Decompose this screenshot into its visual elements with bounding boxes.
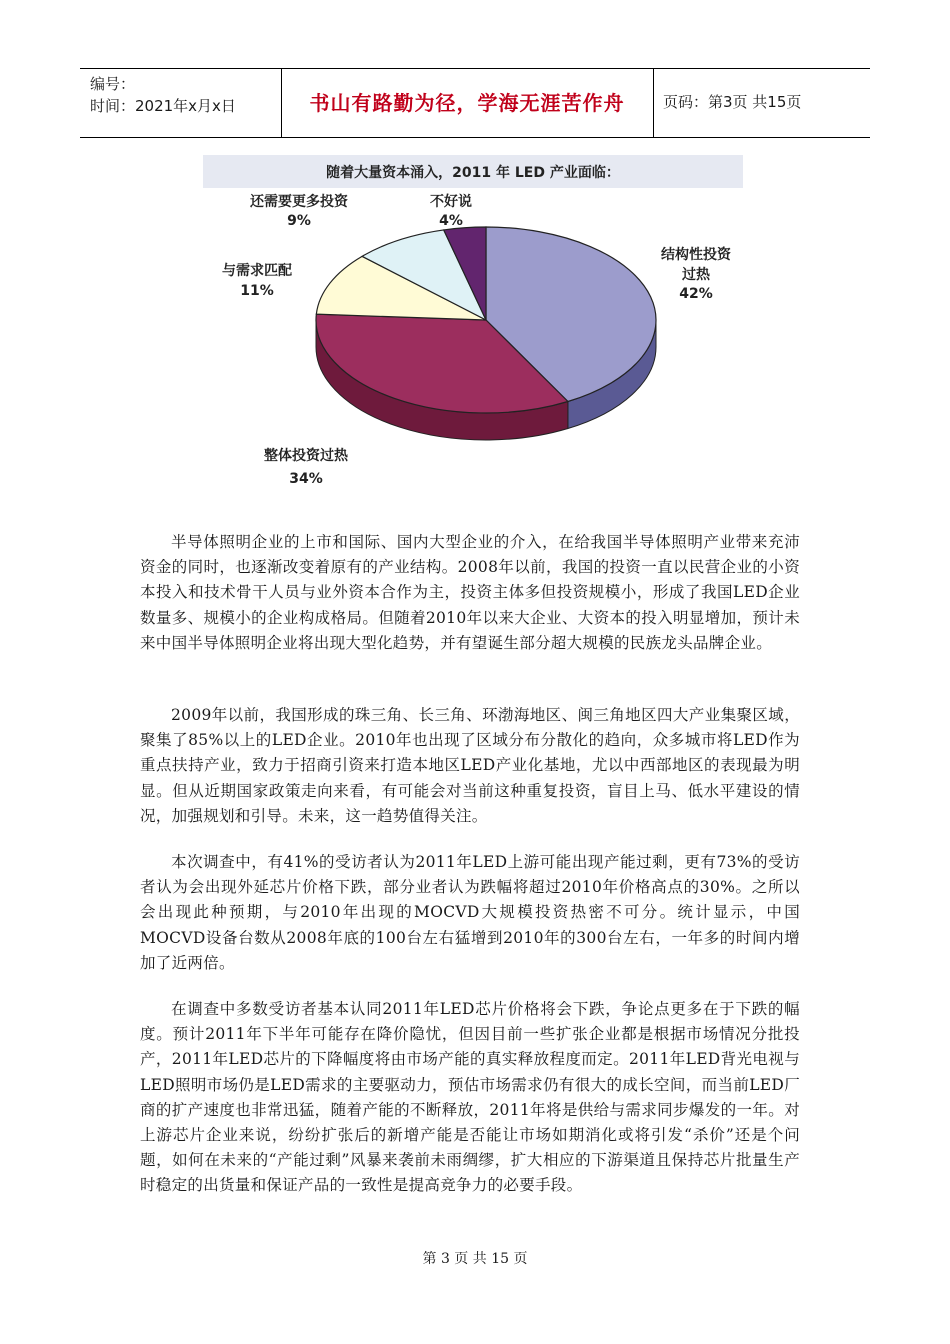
slice-label: 与需求匹配	[222, 263, 292, 279]
slice-value-label: 11%	[240, 283, 274, 299]
slice-value-label: 34%	[289, 471, 323, 487]
paragraph: 2009年以前，我国形成的珠三角、长三角、环渤海地区、闽三角地区四大产业集聚区域，聚集了85%以上的LED企业。2010年也出现了区域分布分散化的趋向，众多城市将LED作为重点扶持产业，致力于招商引资来打造本地区LED产业化基地，尤以中西部地区的表现最为明显。但从近期国家政策走向来看，有可能会对当前这种重复投资，盲目上马、低水平建设的情况，加强规划和引导。未来，这一趋势值得关注。	[140, 706, 800, 825]
pie-chart-svg	[203, 155, 743, 510]
pie-chart	[203, 155, 743, 510]
page-header	[80, 68, 870, 138]
slice-label: 结构性投资	[661, 247, 731, 263]
doc-date: 时间：2021年x月x日	[90, 97, 236, 115]
slice-value-label: 9%	[287, 213, 311, 229]
header-motto: 书山有路勤为径，学海无涯苦作舟	[309, 91, 625, 115]
chart-title: 随着大量资本涌入，2011 年 LED 产业面临：	[326, 165, 620, 181]
slice-value-label: 42%	[679, 286, 713, 302]
header-left	[90, 73, 236, 117]
header-page-number: 页码：第3页 共15页	[663, 93, 802, 111]
slice-value-label: 4%	[439, 213, 463, 229]
paragraph: 在调查中多数受访者基本认同2011年LED芯片价格将会下跌，争论点更多在于下跌的幅度。预计2011年下半年可能存在降价隐忧，但因目前一些扩张企业都是根据市场情况分批投产，2011年LED芯片的下降幅度将由市场产能的真实释放程度而定。2011年LED背光电视与LED照明市场仍是LED需求的主要驱动力，预估市场需求仍有很大的成长空间，而当前LED厂商的扩产速度也非常迅猛，随着产能的不断释放，2011年将是供给与需求同步爆发的一年。对上游芯片企业来说，纷纷扩张后的新增产能是否能让市场如期消化或将引发“杀价”还是个问题，如何在未来的“产能过剩”风暴来袭前未雨绸缪，扩大相应的下游渠道且保持芯片批量生产时稳定的出货量和保证产品的一致性是提高竞争力的必要手段。	[140, 1000, 800, 1195]
header-divider	[653, 69, 654, 137]
slice-label: 整体投资过热	[264, 448, 348, 464]
slice-label: 还需要更多投资	[250, 194, 348, 210]
doc-number: 编号：	[90, 75, 136, 93]
slice-label: 过热	[682, 267, 710, 283]
paragraph: 本次调查中，有41%的受访者认为2011年LED上游可能出现产能过剩，更有73%的受访者认为会出现外延芯片价格下跌，部分业者认为跌幅将超过2010年价格高点的30%。之所以会出现此种预期，与2010年出现的MOCVD大规模投资热密不可分。统计显示，中国MOCVD设备台数从2008年底的100台左右猛增到2010年的300台左右，一年多的时间内增加了近两倍。	[140, 853, 800, 972]
page-footer: 第 3 页 共 15 页	[422, 1251, 528, 1267]
paragraph: 半导体照明企业的上市和国际、国内大型企业的介入，在给我国半导体照明产业带来充沛资金的同时，也逐渐改变着原有的产业结构。2008年以前，我国的投资一直以民营企业的小资本投入和技术骨干人员与业外资本合作为主，投资主体多但投资规模小，形成了我国LED企业数量多、规模小的企业构成格局。但随着2010年以来大企业、大资本的投入明显增加，预计未来中国半导体照明企业将出现大型化趋势，并有望诞生部分超大规模的民族龙头品牌企业。	[140, 533, 800, 652]
slice-label: 不好说	[430, 194, 472, 210]
